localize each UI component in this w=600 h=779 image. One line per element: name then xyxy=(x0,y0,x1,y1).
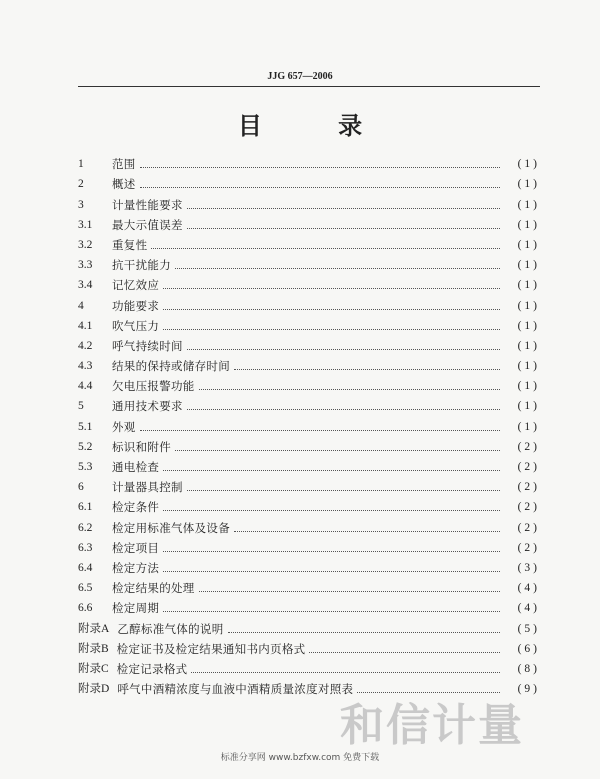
toc-entry-label: 吹气压力 xyxy=(112,318,160,333)
toc-dot-leader xyxy=(187,228,500,229)
toc-entry-page: (9) xyxy=(517,683,540,696)
toc-entry xyxy=(78,333,540,353)
toc-entry xyxy=(78,353,540,373)
toc-entry-page: (1) xyxy=(517,299,540,312)
toc-entry-number: 附录A xyxy=(78,622,110,635)
toc-entry xyxy=(78,615,540,635)
toc-entry-page: (1) xyxy=(517,198,540,211)
toc-dot-leader xyxy=(187,349,500,350)
toc-dot-leader xyxy=(187,490,500,491)
standard-code-header: JJG 657—2006 xyxy=(267,71,333,82)
toc-entry xyxy=(78,373,540,393)
toc-entry-number: 5.3 xyxy=(78,461,93,473)
toc-entry-page: (4) xyxy=(517,602,540,615)
toc-entry-number: 附录D xyxy=(78,683,110,696)
toc-entry-number: 4.3 xyxy=(78,360,93,373)
toc-entry xyxy=(78,232,540,252)
toc-entry xyxy=(78,595,540,615)
toc-entry xyxy=(78,252,540,272)
toc-entry-label: 通用技术要求 xyxy=(112,399,183,414)
toc-entry-page: (2) xyxy=(517,541,540,554)
toc-entry-page: (1) xyxy=(517,238,540,251)
toc-entry-label: 范围 xyxy=(112,157,136,172)
toc-entry-label: 检定项目 xyxy=(112,540,160,555)
toc-entry-page: (1) xyxy=(517,420,540,433)
toc-dot-leader xyxy=(175,268,500,269)
toc-entry-number: 6.6 xyxy=(78,602,93,615)
toc-entry-label: 检定用标准气体及设备 xyxy=(112,520,230,535)
toc-entry-label: 呼气中酒精浓度与血液中酒精质量浓度对照表 xyxy=(117,682,354,697)
toc-entry xyxy=(78,514,540,534)
toc-entry-label: 功能要求 xyxy=(112,298,160,313)
toc-entry xyxy=(78,292,540,312)
toc-entry-number: 5.1 xyxy=(78,420,93,433)
toc-entry-number: 2 xyxy=(78,178,84,191)
toc-dot-leader xyxy=(191,672,500,673)
toc-entry-label: 检定方法 xyxy=(112,560,160,575)
toc-entry-label: 检定证书及检定结果通知书内页格式 xyxy=(116,641,306,656)
toc-entry-number: 附录C xyxy=(78,662,109,675)
toc-dot-leader xyxy=(140,187,500,188)
toc-entry-page: (3) xyxy=(517,561,540,574)
toc-dot-leader xyxy=(234,369,500,370)
toc-entry-label: 检定记录格式 xyxy=(116,661,188,676)
toc-entry-page: (1) xyxy=(517,339,540,352)
toc-entry-label: 计量性能要求 xyxy=(112,197,183,212)
toc-entry xyxy=(78,535,540,555)
toc-entry-label: 欠电压报警功能 xyxy=(112,379,195,394)
toc-entry-number: 3 xyxy=(78,198,84,211)
toc-entry xyxy=(78,171,540,191)
toc-entry-label: 外观 xyxy=(112,419,136,434)
toc-entry xyxy=(78,191,540,211)
toc-entry-page: (2) xyxy=(517,440,540,453)
toc-entry-page: (1) xyxy=(517,279,540,292)
toc-entry-page: (1) xyxy=(517,319,540,332)
footer-source-note: 标准分享网 www.bzfxw.com 免费下载 xyxy=(220,753,380,763)
toc-dot-leader xyxy=(163,571,500,572)
toc-entry xyxy=(78,575,540,595)
watermark-logo: 和信计量 xyxy=(340,700,524,751)
toc-entry xyxy=(78,313,540,333)
toc-dot-leader xyxy=(175,450,500,451)
toc-entry xyxy=(78,413,540,433)
toc-entry-number: 3.3 xyxy=(78,259,93,272)
toc-dot-leader xyxy=(187,208,500,209)
toc-dot-leader xyxy=(199,591,500,592)
toc-entry-number: 6.2 xyxy=(78,521,93,534)
toc-entry-page: (2) xyxy=(517,461,540,473)
toc-entry-page: (2) xyxy=(517,521,540,534)
toc-dot-leader xyxy=(163,329,500,330)
toc-entry xyxy=(78,212,540,232)
toc-entry-page: (1) xyxy=(517,400,540,413)
toc-entry-number: 6.1 xyxy=(78,501,93,514)
toc-entry-number: 4.1 xyxy=(78,319,93,332)
toc-entry-label: 计量器具控制 xyxy=(112,480,183,495)
toc-entry-number: 4 xyxy=(78,299,84,312)
toc-entry-page: (1) xyxy=(517,158,540,171)
toc-entry xyxy=(78,272,540,292)
toc-entry-page: (2) xyxy=(517,501,540,514)
toc-entry-number: 4.2 xyxy=(78,339,93,352)
toc-entry-label: 最大示值误差 xyxy=(112,217,183,232)
toc-dot-leader xyxy=(309,652,500,653)
toc-dot-leader xyxy=(140,430,500,431)
toc-entry-number: 1 xyxy=(78,158,84,171)
toc-entry-number: 3.1 xyxy=(78,218,93,231)
toc-dot-leader xyxy=(163,551,500,552)
toc-entry-page: (4) xyxy=(517,582,540,595)
toc-dot-leader xyxy=(163,611,500,612)
toc-entry xyxy=(78,636,540,656)
toc-dot-leader xyxy=(151,248,500,249)
toc-entry-label: 检定结果的处理 xyxy=(112,581,195,596)
toc-entry-label: 抗干扰能力 xyxy=(112,258,171,273)
toc-entry-number: 6 xyxy=(78,481,84,494)
toc-entry-number: 5.2 xyxy=(78,440,93,453)
toc-entry-page: (1) xyxy=(517,380,540,393)
page-title: 目 录 xyxy=(237,112,397,140)
toc-dot-leader xyxy=(187,409,500,410)
toc-dot-leader xyxy=(234,531,500,532)
toc-entry-page: (5) xyxy=(517,622,540,635)
toc-entry-number: 6.5 xyxy=(78,582,93,595)
toc-entry xyxy=(78,434,540,454)
header-rule xyxy=(78,86,540,87)
toc-entry xyxy=(78,151,540,171)
toc-entry-number: 6.3 xyxy=(78,541,93,554)
toc-dot-leader xyxy=(163,288,500,289)
toc-entry-page: (1) xyxy=(517,178,540,191)
toc-entry xyxy=(78,555,540,575)
toc-entry xyxy=(78,454,540,474)
toc-entry-label: 呼气持续时间 xyxy=(112,338,183,353)
toc-entry xyxy=(78,393,540,413)
toc-entry-label: 乙醇标准气体的说明 xyxy=(117,621,224,636)
toc-dot-leader xyxy=(228,632,500,633)
toc-entry-page: (6) xyxy=(517,642,540,655)
toc-dot-leader xyxy=(163,309,500,310)
toc-entry xyxy=(78,494,540,514)
toc-entry-label: 概述 xyxy=(112,177,136,192)
toc-dot-leader xyxy=(163,510,500,511)
toc-entry xyxy=(78,474,540,494)
toc-dot-leader xyxy=(140,167,500,168)
toc-entry-label: 重复性 xyxy=(112,237,148,252)
toc-entry-number: 3.4 xyxy=(78,279,93,292)
table-of-contents xyxy=(78,151,540,696)
toc-entry-page: (1) xyxy=(517,360,540,373)
toc-dot-leader xyxy=(163,470,500,471)
toc-entry-label: 结果的保持或储存时间 xyxy=(112,359,230,374)
toc-entry-page: (2) xyxy=(517,481,540,494)
toc-entry-number: 6.4 xyxy=(78,561,93,574)
toc-entry-number: 4.4 xyxy=(78,380,93,393)
toc-entry xyxy=(78,656,540,676)
toc-entry-page: (1) xyxy=(517,218,540,231)
toc-entry-label: 检定条件 xyxy=(112,500,160,515)
toc-entry-label: 通电检查 xyxy=(112,460,160,474)
toc-entry-label: 标识和附件 xyxy=(112,439,171,454)
toc-entry-number: 5 xyxy=(78,400,84,413)
toc-entry-page: (8) xyxy=(517,662,540,675)
toc-entry-page: (1) xyxy=(517,259,540,272)
toc-entry-label: 检定周期 xyxy=(112,601,160,616)
toc-entry-number: 3.2 xyxy=(78,238,93,251)
toc-entry-label: 记忆效应 xyxy=(112,278,160,293)
toc-entry-number: 附录B xyxy=(78,642,109,655)
toc-dot-leader xyxy=(199,389,500,390)
